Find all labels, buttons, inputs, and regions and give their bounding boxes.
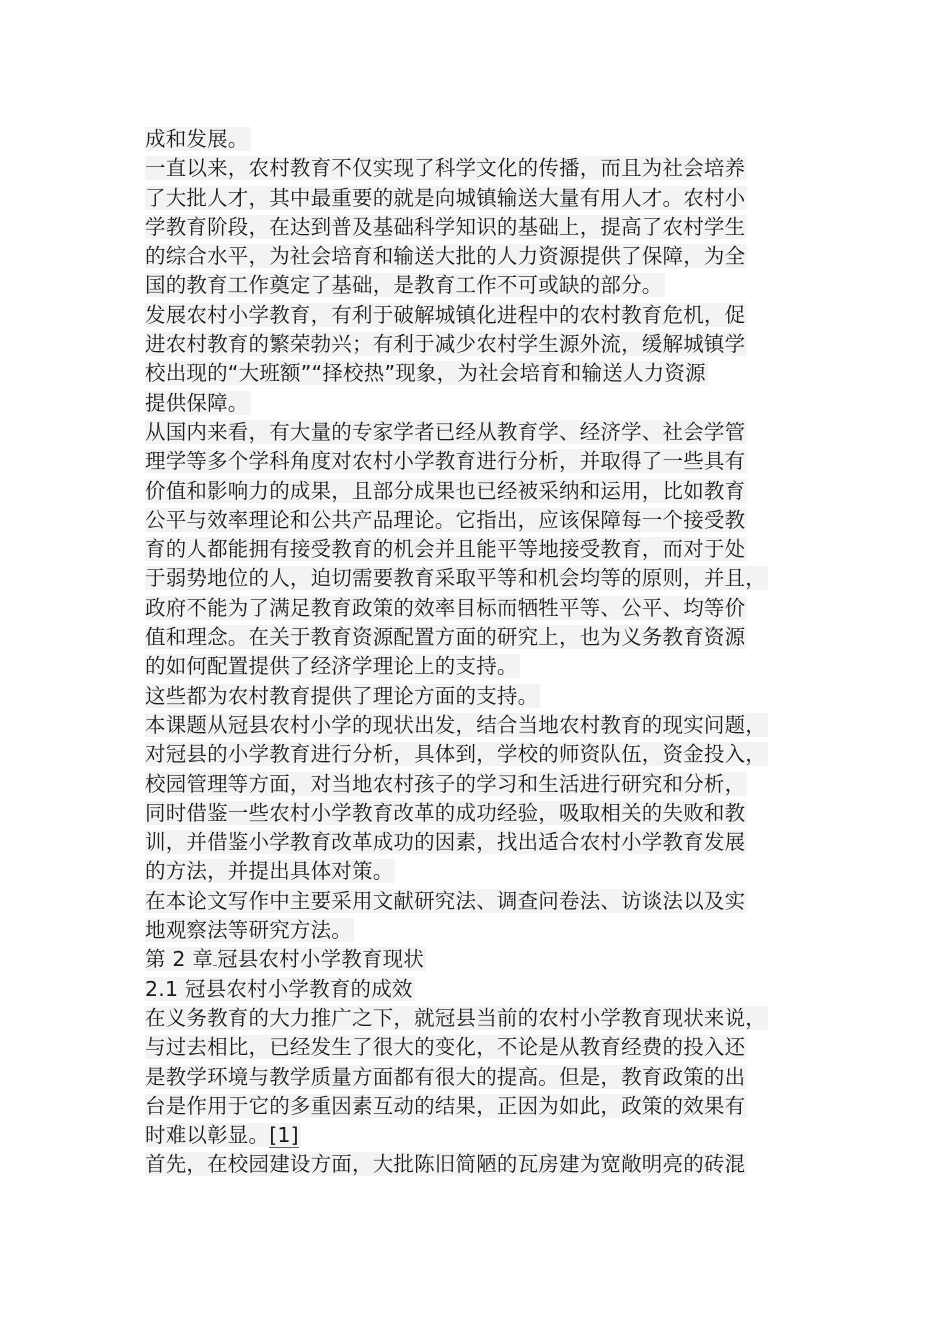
text-line: 校出现的“大班额”“择校热”现象，为社会培育和输送人力资源 — [145, 361, 706, 386]
text-line: 一直以来，农村教育不仅实现了科学文化的传播，而且为社会培养 — [145, 156, 746, 181]
text-line: 对冠县的小学教育进行分析，具体到，学校的师资队伍，资金投入， — [145, 742, 766, 767]
text-line: 价值和影响力的成果，且部分成果也已经被采纳和运用，比如教育 — [145, 478, 746, 503]
text-line: 国的教育工作奠定了基础，是教育工作不可或缺的部分。 — [145, 273, 663, 298]
text-line: 是教学环境与教学质量方面都有很大的提高。但是，教育政策的出 — [145, 1064, 746, 1089]
text-line: 训，并借鉴小学教育改革成功的因素，找出适合农村小学教育发展 — [145, 830, 746, 855]
chapter-heading — [145, 945, 817, 974]
text-line: 的综合水平，为社会培育和输送大批的人力资源提供了保障，为全 — [145, 244, 746, 269]
text-line: 校园管理等方面，对当地农村孩子的学习和生活进行研究和分析， — [145, 771, 746, 796]
text-fragment: 时难以彰显。 — [145, 1123, 270, 1148]
text-line: 学教育阶段，在达到普及基础科学知识的基础上，提高了农村学生 — [145, 214, 746, 239]
text-line: 的方法，并提出具体对策。 — [145, 859, 394, 884]
text-line: 从国内来看，有大量的专家学者已经从教育学、经济学、社会学管 — [145, 419, 746, 444]
text-line: 育的人都能拥有接受教育的机会并且能平等地接受教育，而对于处 — [145, 537, 746, 562]
text-line: 于弱势地位的人，迫切需要教育采取平等和机会均等的原则，并且， — [145, 566, 766, 591]
text-line: 值和理念。在关于教育资源配置方面的研究上，也为义务教育资源 — [145, 625, 746, 650]
text-line: 首先，在校园建设方面，大批陈旧简陋的瓦房建为宽敞明亮的砖混 — [145, 1152, 746, 1177]
text-line: 政府不能为了满足教育政策的效率目标而牺牲平等、公平、均等价 — [145, 595, 746, 620]
text-line: 的如何配置提供了经济学理论上的支持。 — [145, 654, 518, 679]
text-line: 这些都为农村教育提供了理论方面的支持。 — [145, 683, 539, 708]
text-line: 了大批人才，其中最重要的就是向城镇输送大量有用人才。农村小 — [145, 185, 746, 210]
text-line: 进农村教育的繁荣勃兴；有利于减少农村学生源外流，缓解城镇学 — [145, 332, 746, 357]
section-heading: 2.1 冠县农村小学教育的成效 — [145, 976, 413, 1001]
text-line: 发展农村小学教育，有利于破解城镇化进程中的农村教育危机，促 — [145, 302, 746, 327]
citation-link[interactable]: [1] — [269, 1123, 299, 1148]
text-line: 提供保障。 — [145, 390, 249, 415]
document-body — [145, 125, 817, 1180]
text-line: 与过去相比，已经发生了很大的变化，不论是从教育经费的投入还 — [145, 1035, 746, 1060]
text-line: 同时借鉴一些农村小学教育改革的成功经验，吸取相关的失败和教 — [145, 800, 746, 825]
text-line — [145, 1121, 817, 1150]
chapter-title: 冠县农村小学教育现状 — [217, 947, 425, 972]
text-line: 公平与效率理论和公共产品理论。它指出，应该保障每一个接受教 — [145, 507, 746, 532]
text-line: 本课题从冠县农村小学的现状出发，结合当地农村教育的现实问题， — [145, 712, 766, 737]
text-line: 理学等多个学科角度对农村小学教育进行分析，并取得了一些具有 — [145, 449, 746, 474]
text-line: 台是作用于它的多重因素互动的结果，正因为如此，政策的效果有 — [145, 1093, 746, 1118]
chapter-number: 第 2 章 — [145, 947, 214, 972]
text-line: 在本论文写作中主要采用文献研究法、调查问卷法、访谈法以及实 — [145, 888, 746, 913]
text-line: 地观察法等研究方法。 — [145, 918, 352, 943]
text-line: 成和发展。 — [145, 127, 249, 151]
text-line: 在义务教育的大力推广之下，就冠县当前的农村小学教育现状来说， — [145, 1005, 766, 1030]
